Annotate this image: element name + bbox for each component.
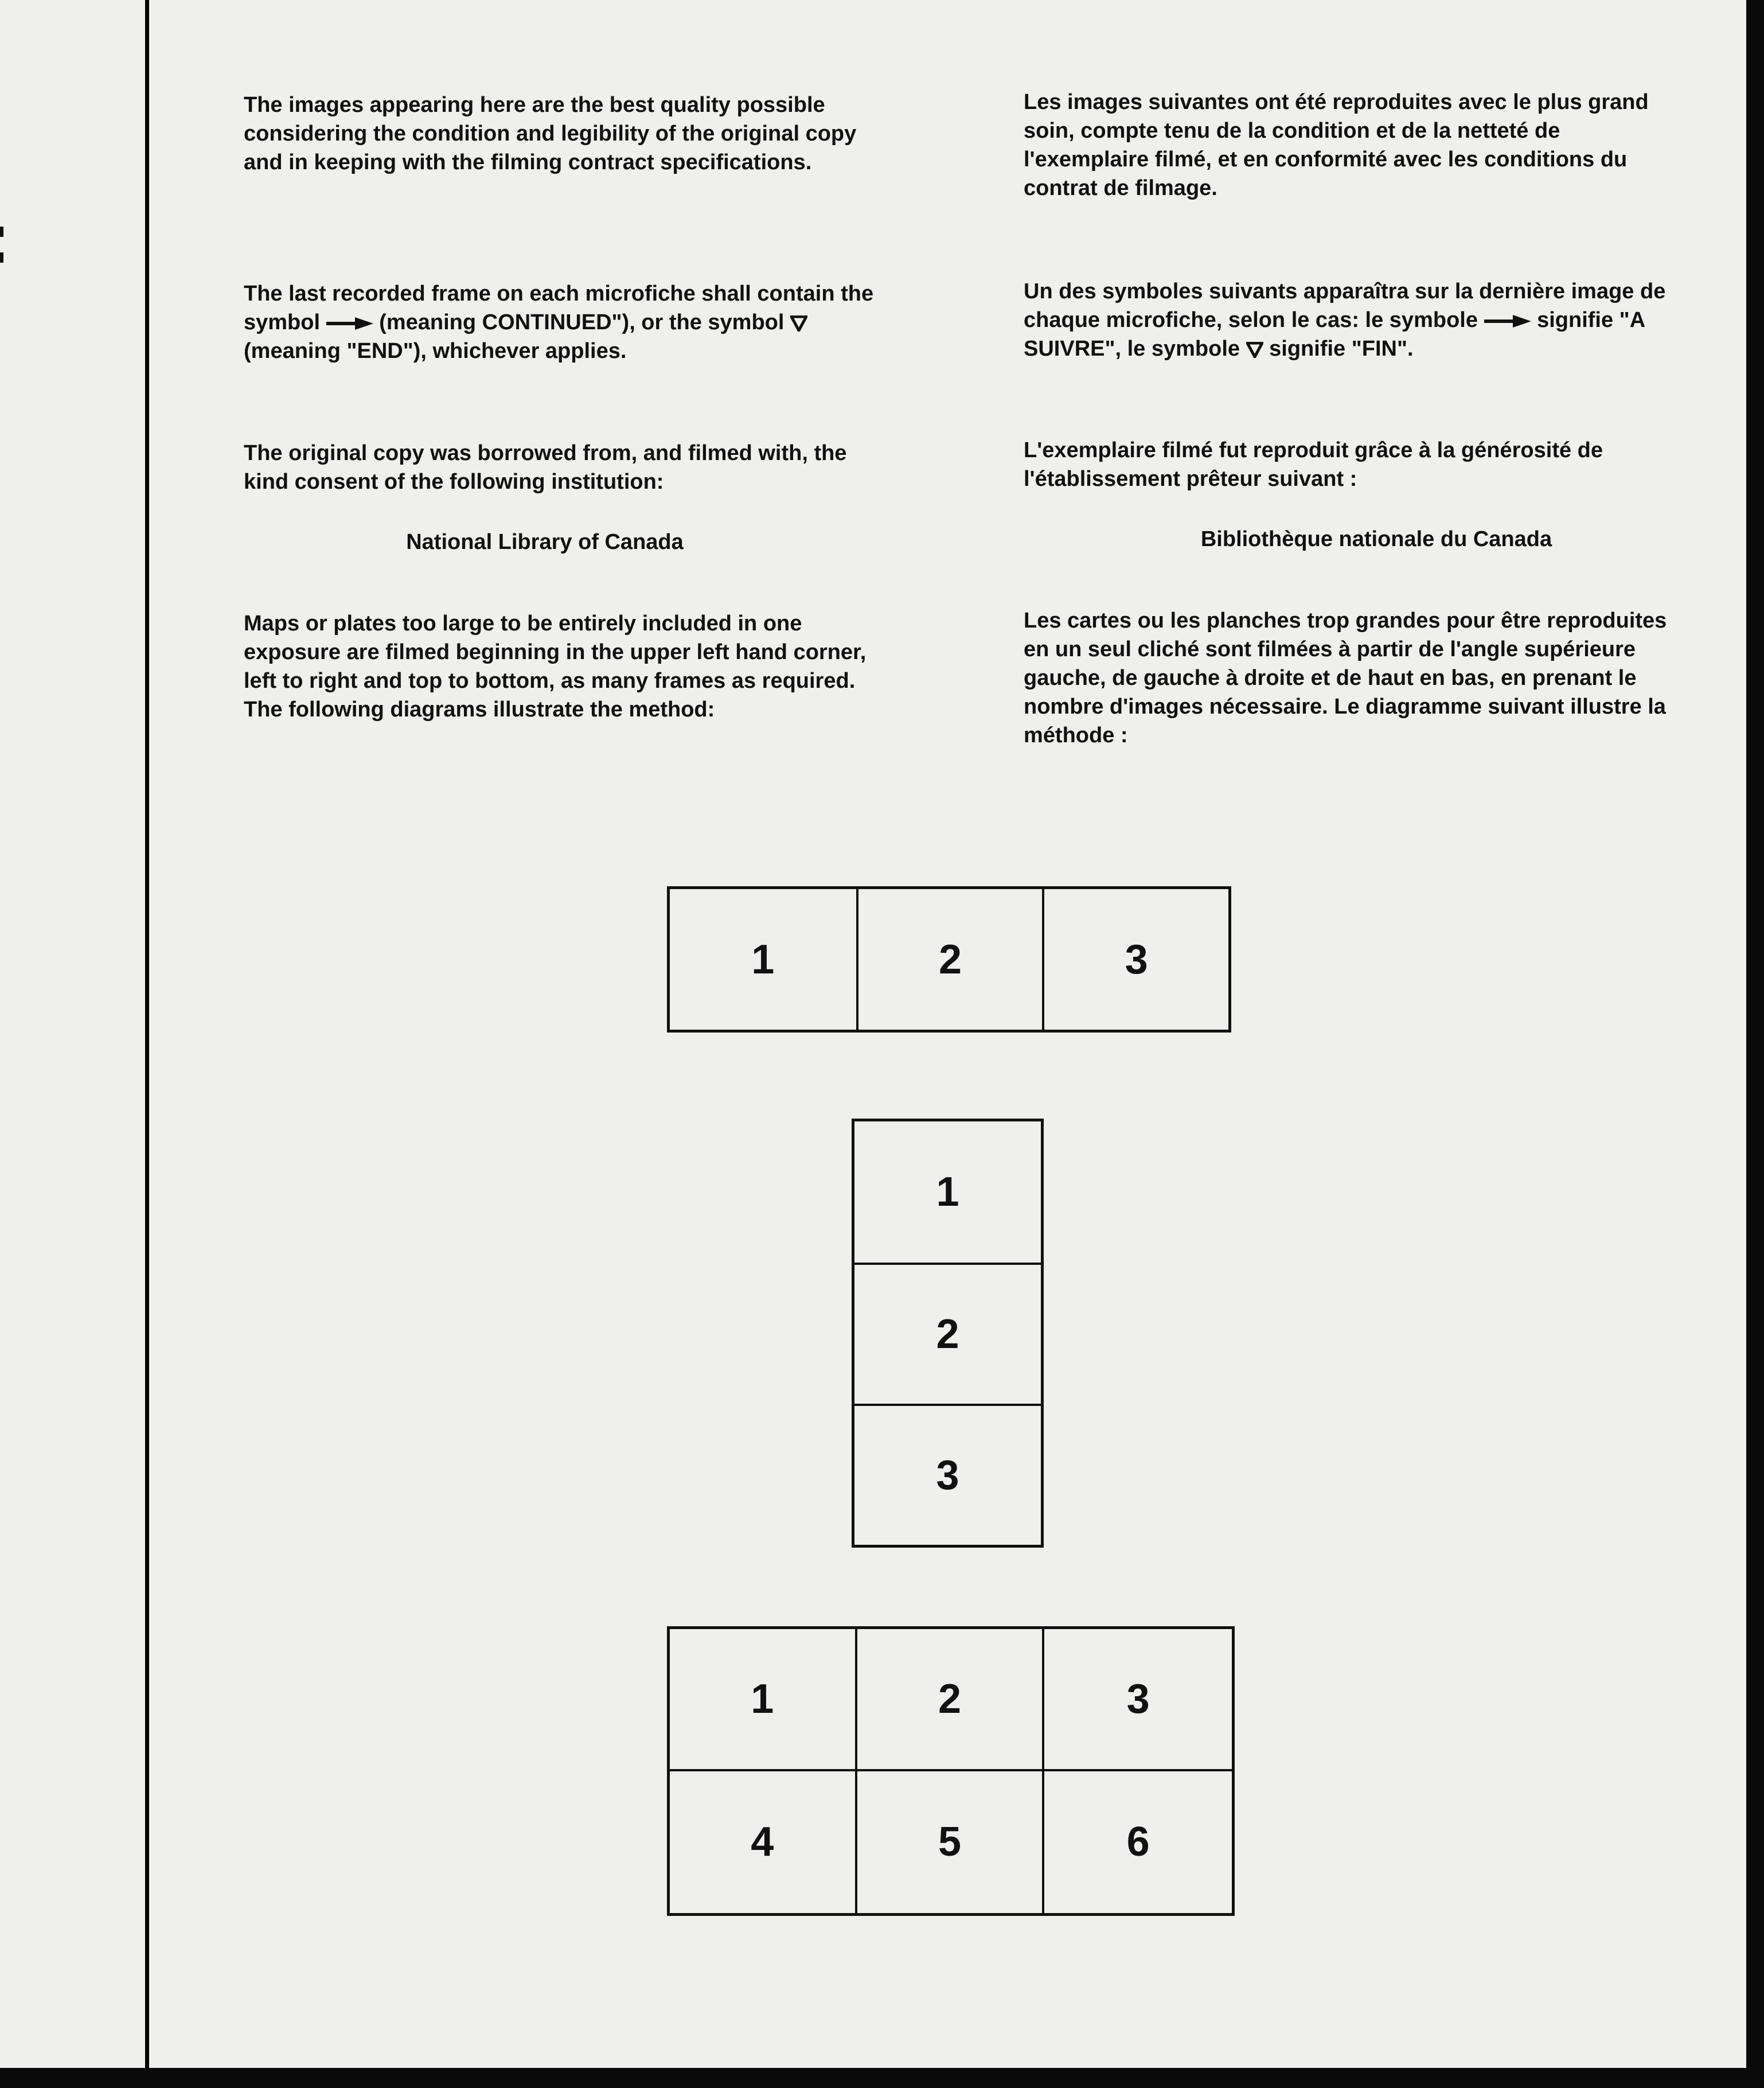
- symbols-text-en-3: (meaning "END"), whichever applies.: [244, 339, 627, 363]
- frame-cell: 2: [856, 889, 1043, 1030]
- frame-cell: 2: [857, 1629, 1045, 1771]
- diagram-horizontal: [667, 886, 1231, 1033]
- edge-mark: [0, 227, 3, 237]
- frame-cell: 6: [1126, 1819, 1150, 1865]
- arrow-right-icon: [1484, 315, 1531, 328]
- maps-statement-en: Maps or plates too large to be entirely included in one exposure are filmed beginning in the upper left hand corner, left to right and top to bottom, as many frames as required. The following diagrams illustrate the method:: [244, 611, 867, 722]
- borrowed-statement-en: The original copy was borrowed from, and filmed with, the kind consent of the following institution:: [244, 441, 847, 494]
- diagram-vertical: [852, 1119, 1044, 1548]
- frame-cell: 1: [936, 1169, 959, 1215]
- frame-cell: 5: [857, 1771, 1045, 1914]
- triangle-down-icon: [1246, 342, 1263, 358]
- diagram-grid: [667, 1626, 1235, 1916]
- arrow-right-icon: [326, 317, 373, 330]
- symbols-text-fr-3: signifie "FIN".: [1269, 337, 1414, 361]
- frame-cell: 1: [670, 1629, 857, 1771]
- maps-statement-fr: Les cartes ou les planches trop grandes pour être reproduites en un seul cliché sont filmées à partir de l'angle supérieure gauche, de gauche à droite et de haut en bas, en prenant le nombre d'images nécessaire. Le diagramme suivant illustre la méthode :: [1024, 609, 1667, 747]
- frame-cell: 3: [1044, 1629, 1232, 1771]
- symbols-text-en-1: The last recorded frame on each microfiche shall contain the symbol: [244, 282, 874, 334]
- frame-cell: 3: [1042, 889, 1228, 1030]
- frame-cell: 2: [854, 1263, 1041, 1404]
- frame-cell: 1: [751, 936, 775, 983]
- institution-name-fr: Bibliothèque nationale du Canada: [1200, 527, 1552, 551]
- symbols-statement-en: [244, 279, 892, 365]
- quality-statement-en: The images appearing here are the best quality possible considering the condition and legibility of the original copy and in keeping with the filming contract specifications.: [244, 93, 857, 174]
- borrowed-statement-fr: L'exemplaire filmé fut reproduit grâce à la générosité de l'établissement prêteur suivant :: [1024, 438, 1603, 491]
- edge-mark: [0, 252, 3, 263]
- symbols-text-fr-1: Un des symboles suivants apparaîtra sur la dernière image de chaque microfiche, selon le cas: le symbole: [1024, 279, 1666, 332]
- institution-name-en: National Library of Canada: [406, 530, 684, 554]
- frame-cell: 4: [670, 1771, 857, 1914]
- frame-cell: 3: [854, 1404, 1041, 1545]
- symbols-text-fr-2: signifie "A SUIVRE", le symbole: [1024, 308, 1645, 361]
- symbols-text-en-2: (meaning CONTINUED"), or the symbol: [379, 310, 785, 334]
- triangle-down-icon: [790, 315, 807, 332]
- page-margin-rule: [145, 0, 149, 2068]
- symbols-statement-fr: [1024, 277, 1672, 363]
- quality-statement-fr: Les images suivantes ont été reproduites avec le plus grand soin, compte tenu de la condition et de la netteté de l'exemplaire filmé, et en conformité avec les conditions du contrat de filmage.: [1024, 90, 1649, 200]
